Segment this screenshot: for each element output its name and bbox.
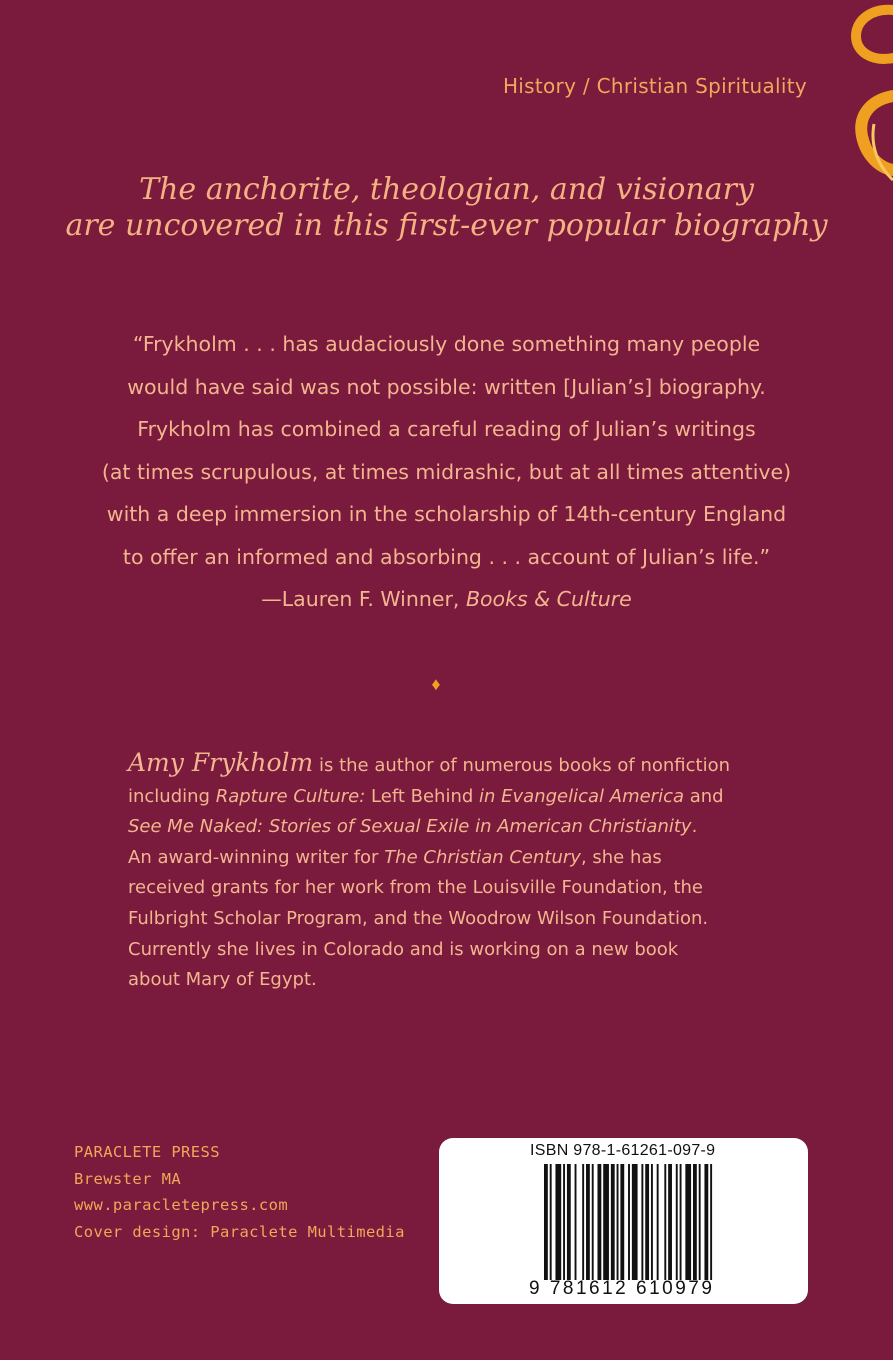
- barcode-bar: [586, 1164, 590, 1280]
- quote-line: (at times scrupulous, at times midrashic, but at all times attentive): [101, 459, 792, 484]
- bio-line: Fulbright Scholar Program, and the Woodrow Wilson Foundation.: [128, 907, 709, 929]
- barcode-bar: [617, 1164, 619, 1280]
- barcode-bar: [563, 1164, 565, 1280]
- publisher-website: www.paracletepress.com: [74, 1196, 289, 1214]
- barcode-bar: [645, 1164, 649, 1280]
- barcode-graphic: [544, 1164, 714, 1280]
- barcode-bar: [628, 1164, 630, 1280]
- reviewer-name: —Lauren F. Winner,: [261, 587, 466, 611]
- barcode-bar: [676, 1164, 678, 1280]
- bio-text: is the author of numerous books of nonfiction: [313, 755, 730, 776]
- quote-line: would have said was not possible: written [Julian’s] biography.: [127, 374, 766, 399]
- barcode-bar: [544, 1164, 548, 1280]
- barcode-bar: [603, 1164, 609, 1280]
- tagline-line-1: The anchorite, theologian, and visionary: [139, 172, 754, 207]
- barcode-bar: [550, 1164, 552, 1280]
- tagline-line-2: are uncovered in this first-ever popular biography: [65, 208, 828, 243]
- quote-line: “Frykholm . . . has audaciously done something many people: [132, 332, 761, 356]
- barcode-bar: [699, 1164, 701, 1280]
- book-title: in Evangelical America: [479, 785, 685, 807]
- barcode-bar: [567, 1164, 571, 1280]
- bio-line: [128, 812, 736, 843]
- barcode-bar: [641, 1164, 643, 1280]
- review-source: Books & Culture: [465, 587, 632, 611]
- barcode-bar: [693, 1164, 697, 1280]
- barcode-bar: [704, 1164, 708, 1280]
- isbn-label: ISBN 978-1-61261-097-9: [530, 1142, 716, 1159]
- barcode-bar: [685, 1164, 691, 1280]
- barcode-bar: [555, 1164, 561, 1280]
- barcode-bar: [582, 1164, 584, 1280]
- bio-text: , she has: [580, 846, 662, 868]
- barcode-bar: [632, 1164, 638, 1280]
- barcode-bar: [668, 1164, 672, 1280]
- bio-line: about Mary of Egypt.: [128, 969, 317, 991]
- quote-line: to offer an informed and absorbing . . . account of Julian’s life.”: [122, 544, 771, 569]
- cover-design-credit: Cover design: Paraclete Multimedia: [74, 1222, 405, 1241]
- barcode-bar: [651, 1164, 653, 1280]
- bio-text: and: [684, 785, 724, 807]
- diamond-divider-icon: ♦: [431, 674, 441, 694]
- barcode-bar: [710, 1164, 712, 1280]
- book-title: Rapture Culture:: [215, 785, 366, 807]
- bio-line: [128, 843, 736, 874]
- bio-line: [128, 748, 736, 782]
- book-title: See Me Naked: Stories of Sexual Exile in American Christianity: [128, 816, 692, 838]
- quote-line: with a deep immersion in the scholarship of 14th-century England: [106, 502, 787, 526]
- barcode-panel: [439, 1138, 808, 1304]
- gold-swirl-ornament: [0, 0, 893, 200]
- barcode-bar: [657, 1164, 659, 1280]
- author-name: Amy Frykholm: [128, 748, 314, 777]
- barcode-bar: [680, 1164, 682, 1280]
- bio-line: [128, 782, 736, 813]
- category-label: History / Christian Spirituality: [502, 74, 807, 98]
- publisher-info: [74, 1139, 405, 1245]
- tagline: [40, 172, 853, 244]
- barcode-bar: [620, 1164, 624, 1280]
- bio-text: An award-winning writer for: [128, 846, 385, 868]
- bio-line: Currently she lives in Colorado and is working on a new book: [128, 938, 679, 960]
- quote-attribution: [40, 578, 853, 621]
- magazine-title: The Christian Century: [384, 846, 581, 868]
- barcode-bar: [592, 1164, 594, 1280]
- barcode-bar: [611, 1164, 615, 1280]
- quote-line: Frykholm has combined a careful reading of Julian’s writings: [137, 417, 756, 441]
- barcode-bar: [664, 1164, 666, 1280]
- barcode-bar: [575, 1164, 577, 1280]
- barcode-digits: 9 781612 610979: [529, 1278, 715, 1299]
- bio-text: including: [128, 785, 216, 807]
- bio-text: .: [691, 816, 698, 838]
- publisher-location: Brewster MA: [74, 1169, 182, 1188]
- review-quote: [40, 323, 853, 621]
- publisher-name: PARACLETE PRESS: [74, 1143, 220, 1161]
- bio-line: received grants for her work from the Louisville Foundation, the: [128, 877, 703, 899]
- author-bio: [128, 748, 736, 996]
- bio-text: Left Behind: [365, 785, 480, 807]
- barcode-bar: [597, 1164, 601, 1280]
